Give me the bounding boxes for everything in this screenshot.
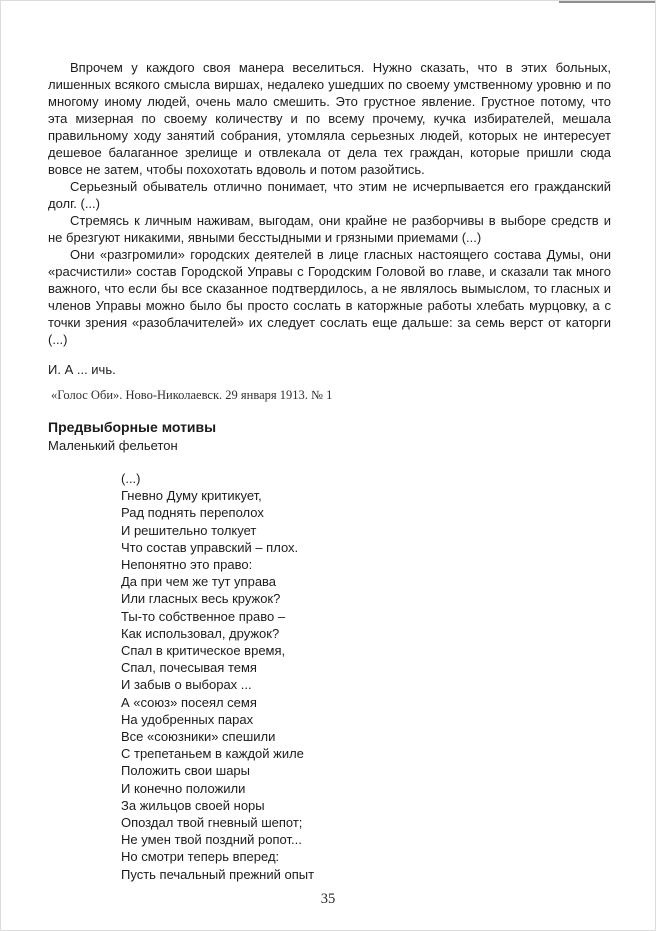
poem-line: Что состав управский – плох. [121,539,299,555]
poem-line: Ты-то собственное право – [121,608,286,624]
poem-line: И забыв о выборах ... [121,677,252,693]
poem-line: Непонятно это право: [121,557,253,573]
poem-line: Спал, почесывая темя [121,660,257,676]
poem-line: С трепетаньем в каждой жиле [121,746,304,762]
poem-line: Но смотри теперь вперед: [121,849,280,865]
poem-line: Как использовал, дружок? [121,625,280,641]
paragraph: Впрочем у каждого своя манера веселиться. Нужно сказать, что в этих больных, лишенных всякого смысла виршах, недалеко ушедших по своему умственному уровню и по многому иному людей, очень мало смешить. Это грустное явление. Грустное потому, что эта мизерная по своему количеству и по всему прочему, кучка избирателей, мешала правильному ходу занятий собрания, утомляла серьезных людей, которых не интересует дешевое балаганное зрелище и отвлекала от дела тех граждан, которые пришли сюда вовсе не затем, чтобы похохотать вдоволь и потом разойтись. [48,60,611,177]
poem-line: Гневно Думу критикует, [121,488,262,504]
poem-line: Положить свои шары [121,763,250,779]
paragraph: Они «разгромили» городских деятелей в лице гласных настоящего состава Думы, они «расчистили» состав Городской Управы с Городским Головой во главе, и сказали так много важного, что если бы все сказанное подтвердилось, а не являлось вымыслом, то гласных и членов Управы можно было бы просто сослать в каторжные работы хлебать мурцовку, а с точки зрения «разоблачителей» их следует сослать еще дальше: за семь верст от каторги (...) [48,247,611,347]
poem-line: Пусть печальный прежний опыт [121,866,315,882]
poem [121,470,611,883]
prose-paragraphs [48,59,611,348]
poem-line: Опоздал твой гневный шепот; [121,815,303,831]
section-subtitle: Маленький фельетон [48,438,178,453]
source-citation: «Голос Оби». Ново-Николаевск. 29 января 1913. № 1 [51,388,333,402]
poem-line: Рад поднять переполох [121,505,264,521]
poem-line: Спал в критическое время, [121,643,286,659]
poem-line: Да при чем же тут управа [121,574,277,590]
poem-line: (...) [121,471,141,486]
poem-line: Не умен твой поздний ропот... [121,832,302,848]
paragraph: Серьезный обыватель отлично понимает, что этим не исчерпывается его гражданский долг. (...) [48,179,611,211]
poem-line: На удобренных парах [121,711,254,727]
page-number: 35 [320,891,336,907]
scan-edge-artifact [559,1,655,3]
paragraph: Стремясь к личным наживам, выгодам, они крайне не разборчивы в выборе средств и не брезгуют никакими, явными бесстыдными и грязными приемами (...) [48,213,611,245]
poem-line: А «союз» посеял семя [121,694,257,710]
author-signature: И. А ... ичь. [48,362,116,377]
poem-line: Все «союзники» спешили [121,729,276,745]
poem-line: Или гласных весь кружок? [121,591,281,607]
poem-line: За жильцов своей норы [121,797,265,813]
poem-line: И конечно положили [121,780,246,796]
section-title: Предвыборные мотивы [48,419,217,435]
poem-line: И решительно толкует [121,522,257,538]
